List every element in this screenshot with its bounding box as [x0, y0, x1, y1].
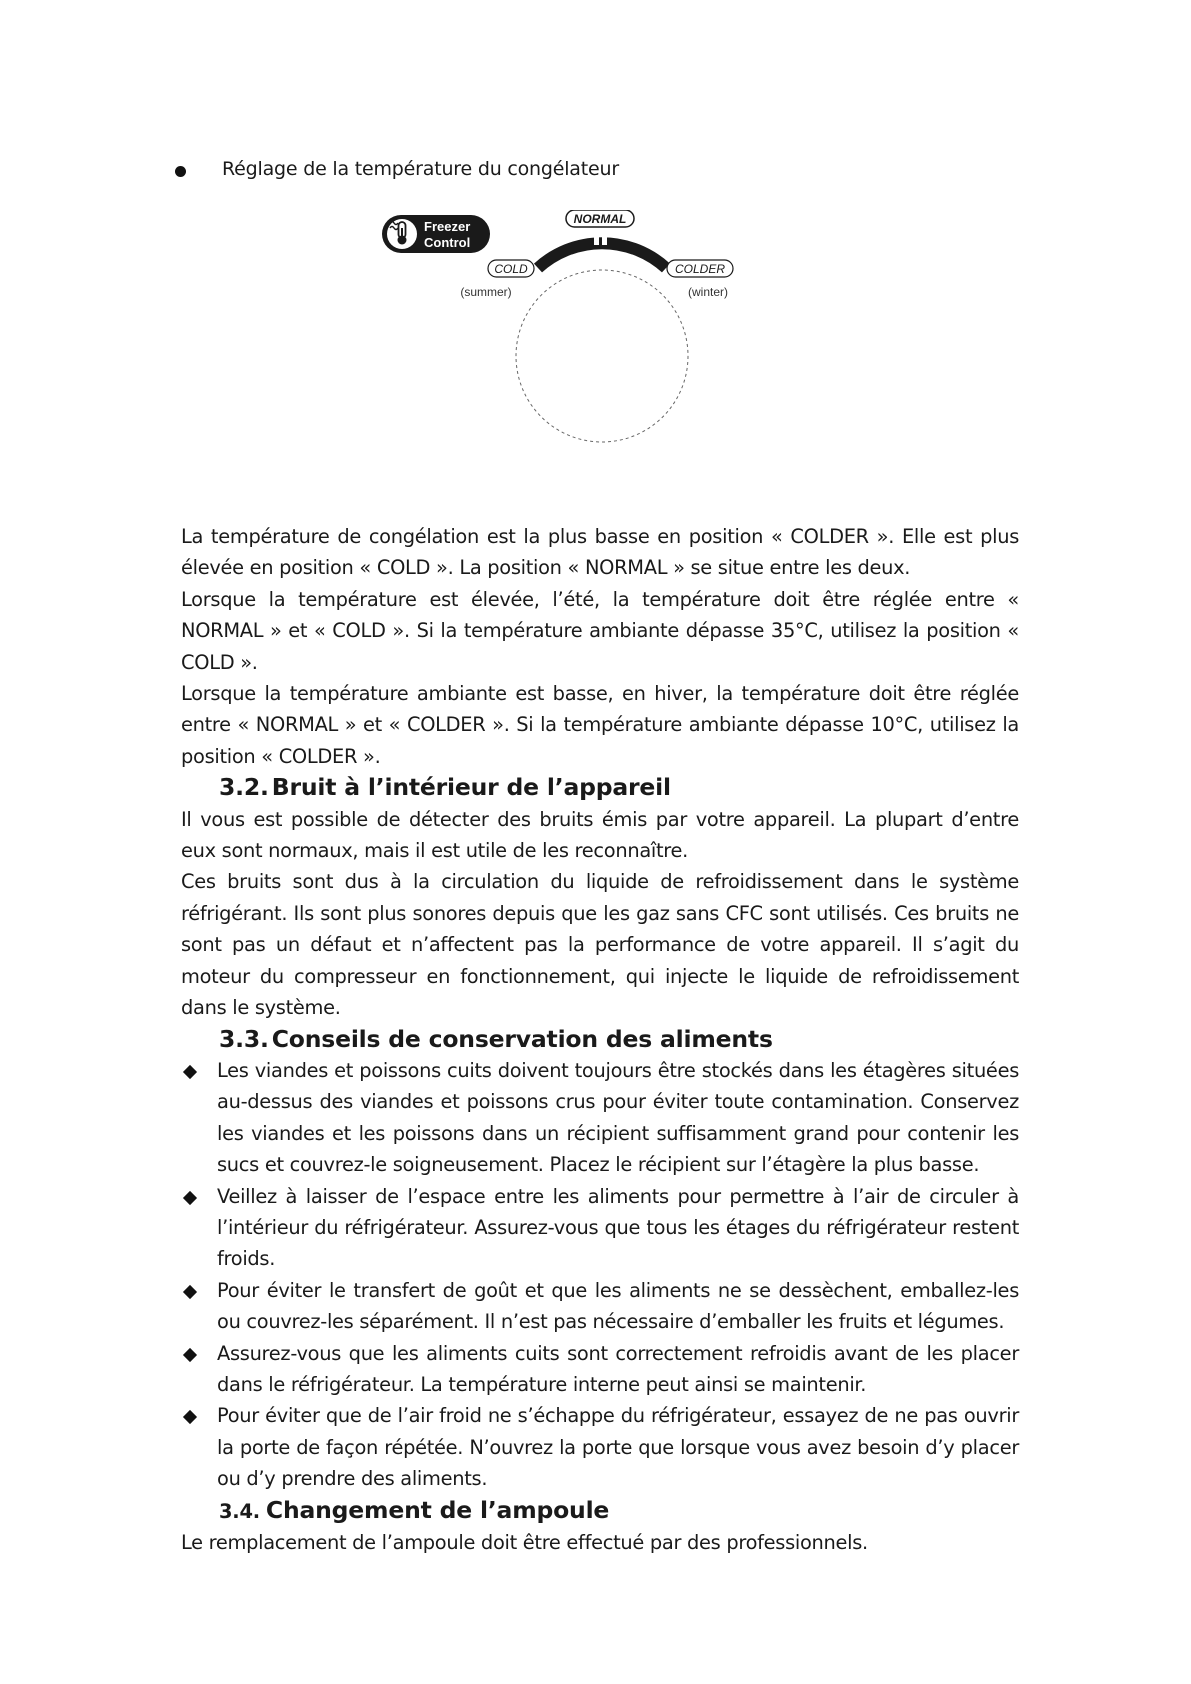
- dial-outline: [516, 270, 688, 442]
- main-content: [181, 521, 1019, 1558]
- list-item-text: Pour éviter le transfert de goût et que les aliments ne se dessèchent, emballez-les ou couvrez-les séparément. Il n’est pas nécessaire d’emballer les fruits et légumes.: [217, 1278, 1019, 1334]
- section-heading-bulb: [181, 1495, 1019, 1527]
- diamond-bullet-icon: [183, 1285, 197, 1299]
- list-item-text: Veillez à laisser de l’espace entre les aliments pour permettre à l’air de circuler à l’intérieur du réfrigérateur. Assurez-vous que tous les étages du réfrigérateur restent froids.: [217, 1184, 1019, 1271]
- section-heading-food-storage: [181, 1024, 1019, 1055]
- section-number: 3.3.: [219, 1024, 269, 1053]
- diamond-bullet-icon: [183, 1065, 197, 1079]
- paragraph-winter-setting: Lorsque la température ambiante est basse, en hiver, la température doit être réglée entre « NORMAL » et « COLDER ». Si la température ambiante dépasse 10°C, utilisez la position « COLDER ».: [181, 682, 1019, 768]
- paragraph-noise-cause: Ces bruits sont dus à la circulation du liquide de refroidissement dans le système réfrigérant. Ils sont plus sonores depuis que les gaz sans CFC sont utilisés. Ces bruits ne sont pas un défaut et n’affectent pas la performance de votre appareil. Il s’agit du moteur du compresseur en fonctionnement, qui injecte le liquide de refroidissement dans le système.: [181, 870, 1019, 1020]
- section-heading-noise: [181, 772, 1019, 803]
- list-item: [181, 1181, 1019, 1275]
- section-title: Conseils de conservation des aliments: [271, 1024, 773, 1053]
- svg-text:NORMAL: NORMAL: [573, 212, 627, 226]
- freezer-control-dial-diagram: [380, 210, 800, 480]
- list-item: [181, 1400, 1019, 1494]
- paragraph-noise-intro: Il vous est possible de détecter des bruits émis par votre appareil. La plupart d’entre eux sont normaux, mais il est utile de les reconnaître.: [181, 807, 1019, 863]
- list-item: [181, 1275, 1019, 1338]
- svg-text:COLDER: COLDER: [674, 262, 726, 276]
- list-item-text: Les viandes et poissons cuits doivent toujours être stockés dans les étagères situées au-dessus des viandes et poissons crus pour éviter toute contamination. Conservez les viandes et les poissons dans un récipient suffisamment grand pour contenir les sucs et couvrez-le soigneusement. Placez le récipient sur l’étagère la plus basse.: [217, 1058, 1019, 1177]
- section-title: Bruit à l’intérieur de l’appareil: [271, 773, 671, 802]
- normal-marker: [594, 231, 599, 245]
- summer-label: (summer): [460, 285, 512, 299]
- freezer-setting-heading: Réglage de la température du congélateur: [222, 158, 619, 180]
- badge-line1: Freezer: [424, 219, 471, 234]
- normal-marker: [602, 231, 607, 245]
- paragraph-summer-setting: Lorsque la température est élevée, l’été, la température doit être réglée entre « NORMAL » et « COLD ». Si la température ambiante dépasse 35°C, utilisez la position « COLD ».: [181, 587, 1019, 674]
- colder-label: [667, 260, 733, 277]
- winter-label: (winter): [687, 285, 729, 299]
- section-number: 3.4.: [219, 1499, 260, 1523]
- bullet-dot-icon: [175, 166, 186, 177]
- paragraph-colder-explanation: La température de congélation est la plus basse en position « COLDER ». Elle est plus élevée en position « COLD ». La position « NORMAL » se situe entre les deux.: [181, 525, 1019, 580]
- diamond-bullet-icon: [183, 1410, 197, 1424]
- list-item-text: Pour éviter que de l’air froid ne s’échappe du réfrigérateur, essayez de ne pas ouvrir la porte de façon répétée. N’ouvrez la porte que lorsque vous avez besoin d’y placer ou d’y prendre des aliments.: [217, 1404, 1019, 1491]
- list-item: [181, 1338, 1019, 1401]
- list-item: [181, 1055, 1019, 1181]
- freezer-control-badge: [382, 215, 490, 253]
- cold-label: [488, 260, 534, 277]
- diamond-bullet-icon: [183, 1347, 197, 1361]
- svg-text:COLD: COLD: [494, 262, 528, 276]
- normal-label: [566, 210, 634, 227]
- list-item-text: Assurez-vous que les aliments cuits sont correctement refroidis avant de les placer dans le réfrigérateur. La température interne peut ainsi se maintenir.: [217, 1341, 1019, 1396]
- section-number: 3.2.: [219, 773, 269, 802]
- section-title: Changement de l’ampoule: [265, 1495, 610, 1524]
- diamond-bullet-icon: [183, 1190, 197, 1204]
- dial-range-arc: [538, 243, 666, 268]
- food-storage-tips-list: [181, 1055, 1019, 1495]
- paragraph-bulb-replacement: Le remplacement de l’ampoule doit être effectué par des professionnels.: [181, 1531, 868, 1554]
- badge-line2: Control: [424, 235, 471, 250]
